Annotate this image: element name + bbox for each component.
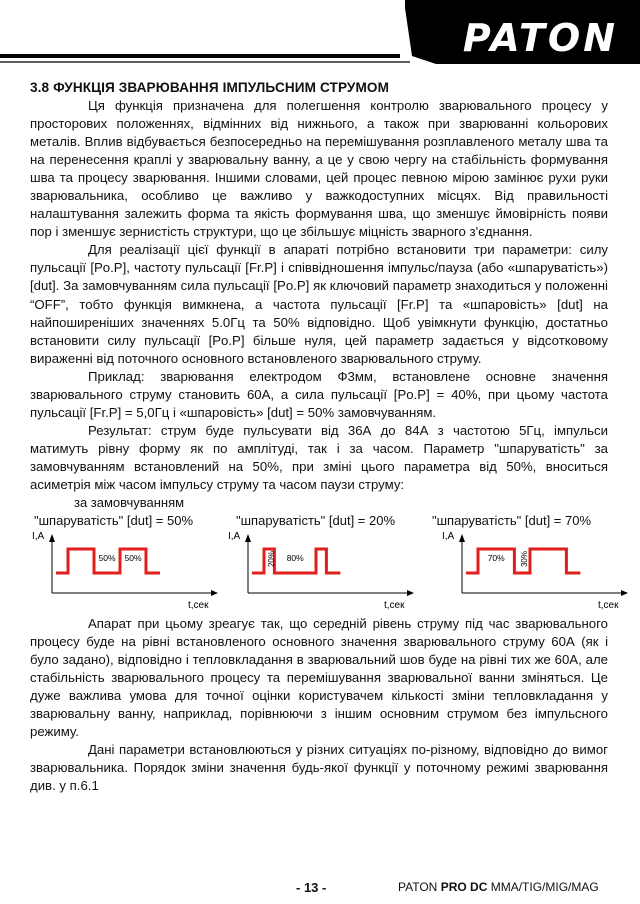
waveform-panel — [30, 529, 619, 613]
pause-percent-label: 50% — [98, 553, 116, 564]
default-caption: за замовчуванням — [74, 495, 185, 511]
y-axis-arrow — [459, 534, 465, 542]
footer-model-bold: PRO DC — [440, 880, 488, 894]
paragraph: Апарат при цьому зреагує так, що середній рівень струму під час зварювального процесу буде на рівні встановленого основного значення зварювального струму 60А (як і було задано), відповідно і тепловкладання в зварювальний шов буде на рівні тих же 60А, але стабільність зварювального процесу та перемішування зварювальної ванни зміняться. Це дуже важлива умова для точної оцінки користувачем кількості зміни тепловкладання у зварювальну ванну, наприклад, порівнюючи з іншим основним струмом без імпульсного режиму. — [30, 616, 608, 740]
x-axis-arrow — [211, 590, 218, 596]
x-axis-label: t,сек — [598, 600, 619, 612]
pause-percent-label: 80% — [286, 553, 304, 564]
x-axis-arrow — [621, 590, 628, 596]
x-axis-label: t,сек — [384, 600, 405, 612]
footer-brand: PATON — [398, 880, 438, 894]
paragraph: Результат: струм буде пульсувати від 36А до 84А з частотою 5Гц, імпульси матимуть рівну форму як по амплітуді, так і за часом. Параметр "шпаруватість" за замовчуванням встановлений на 50%, при зміні цього параметра від 50%, вноситься асиметрія між часом імпульсу струму та часом паузи струму: — [30, 422, 608, 492]
x-axis-arrow — [407, 590, 414, 596]
paragraph: Приклад: зварювання електродом Ф3мм, встановлене основне значення зварювального струму становить 60А, а сила пульсації [Po.P] = 40%, при цьому частота пульсації [Fr.P] = 5,0Гц і «шпаровість» [dut] = 50% замовчуванням. — [30, 368, 608, 420]
paragraph: Дані параметри встановлюються у різних ситуаціях по-різному, відповідно до вимог зварювальника. Порядок зміни значення будь-якої функції у поточному режимі зварювання див. у п.6.1 — [30, 742, 608, 794]
x-axis-label: t,сек — [188, 600, 209, 612]
section-title: 3.8 ФУНКЦІЯ ЗВАРЮВАННЯ ІМПУЛЬСНИМ СТРУМОМ — [30, 80, 390, 95]
footer-model-rest: MMA/TIG/MIG/MAG — [490, 880, 599, 894]
y-axis-label: I,A — [442, 531, 455, 543]
y-axis-label: I,A — [228, 531, 241, 543]
paragraph: Ця функція призначена для полегшення контролю зварювального процесу у просторових положеннях, відмінних від нижнього, а також при зварюванні кольорових металів. Вплив відбувається безпосередньо на перемішування розплавленого металу шва та на перенесення краплі у зварювальну ванну, а це у свою чергу на стабільність формування шва та процесу зварювання. Іншими словами, цей процес певною мірою замінює рухи руки зварювальника, особливо це важливо у важкодоступних місцях. Від правильності налаштування залежить форма та якість формування шва, що зменшує ймовірність появи пор і зменшує зернистість структури, що це збільшує міцність зварного з'єднання. — [30, 98, 608, 240]
paton-logo: PATON — [462, 16, 618, 60]
paragraph: Для реалізації цієї функції в апараті потрібно встановити три параметри: силу пульсації [Po.P], частоту пульсації [Fr.P] і співвідношення імпульс/пауза (або «шпаруватість») [dut]. За замовчуванням сила пульсації [Po.P] як ключовий параметр знаходиться у положенні “OFF”, тобто функція вимкнена, а частота пульсації [Fr.P] та «шпаровість» [dut] на найпоширеніших значеннях 5.0Гц та 50% відповідно. Щоб увімкнути функцію, достатньо встановити силу пульсації [Po.P] більше нуля, цей параметр задається у відсотковому вираженні від поточного основного встановленого зварювального струму. — [30, 242, 608, 366]
y-axis-label: I,A — [32, 531, 45, 543]
document-body — [30, 79, 619, 796]
chart-label: "шпаруватість" [dut] = 50% — [34, 513, 194, 529]
pulse-percent-label: 70% — [487, 553, 505, 564]
chart-label: "шпаруватість" [dut] = 20% — [236, 513, 396, 529]
duty-cycle-diagram — [30, 495, 619, 613]
chart-label: "шпаруватість" [dut] = 70% — [432, 513, 592, 529]
pulse-percent-label: 20% — [267, 551, 277, 568]
pause-percent-label: 30% — [520, 551, 530, 568]
y-axis-arrow — [49, 534, 55, 542]
pulse-percent-label: 50% — [124, 553, 142, 564]
footer-model — [398, 880, 599, 894]
y-axis-arrow — [245, 534, 251, 542]
page-number: - 13 - — [296, 880, 327, 895]
